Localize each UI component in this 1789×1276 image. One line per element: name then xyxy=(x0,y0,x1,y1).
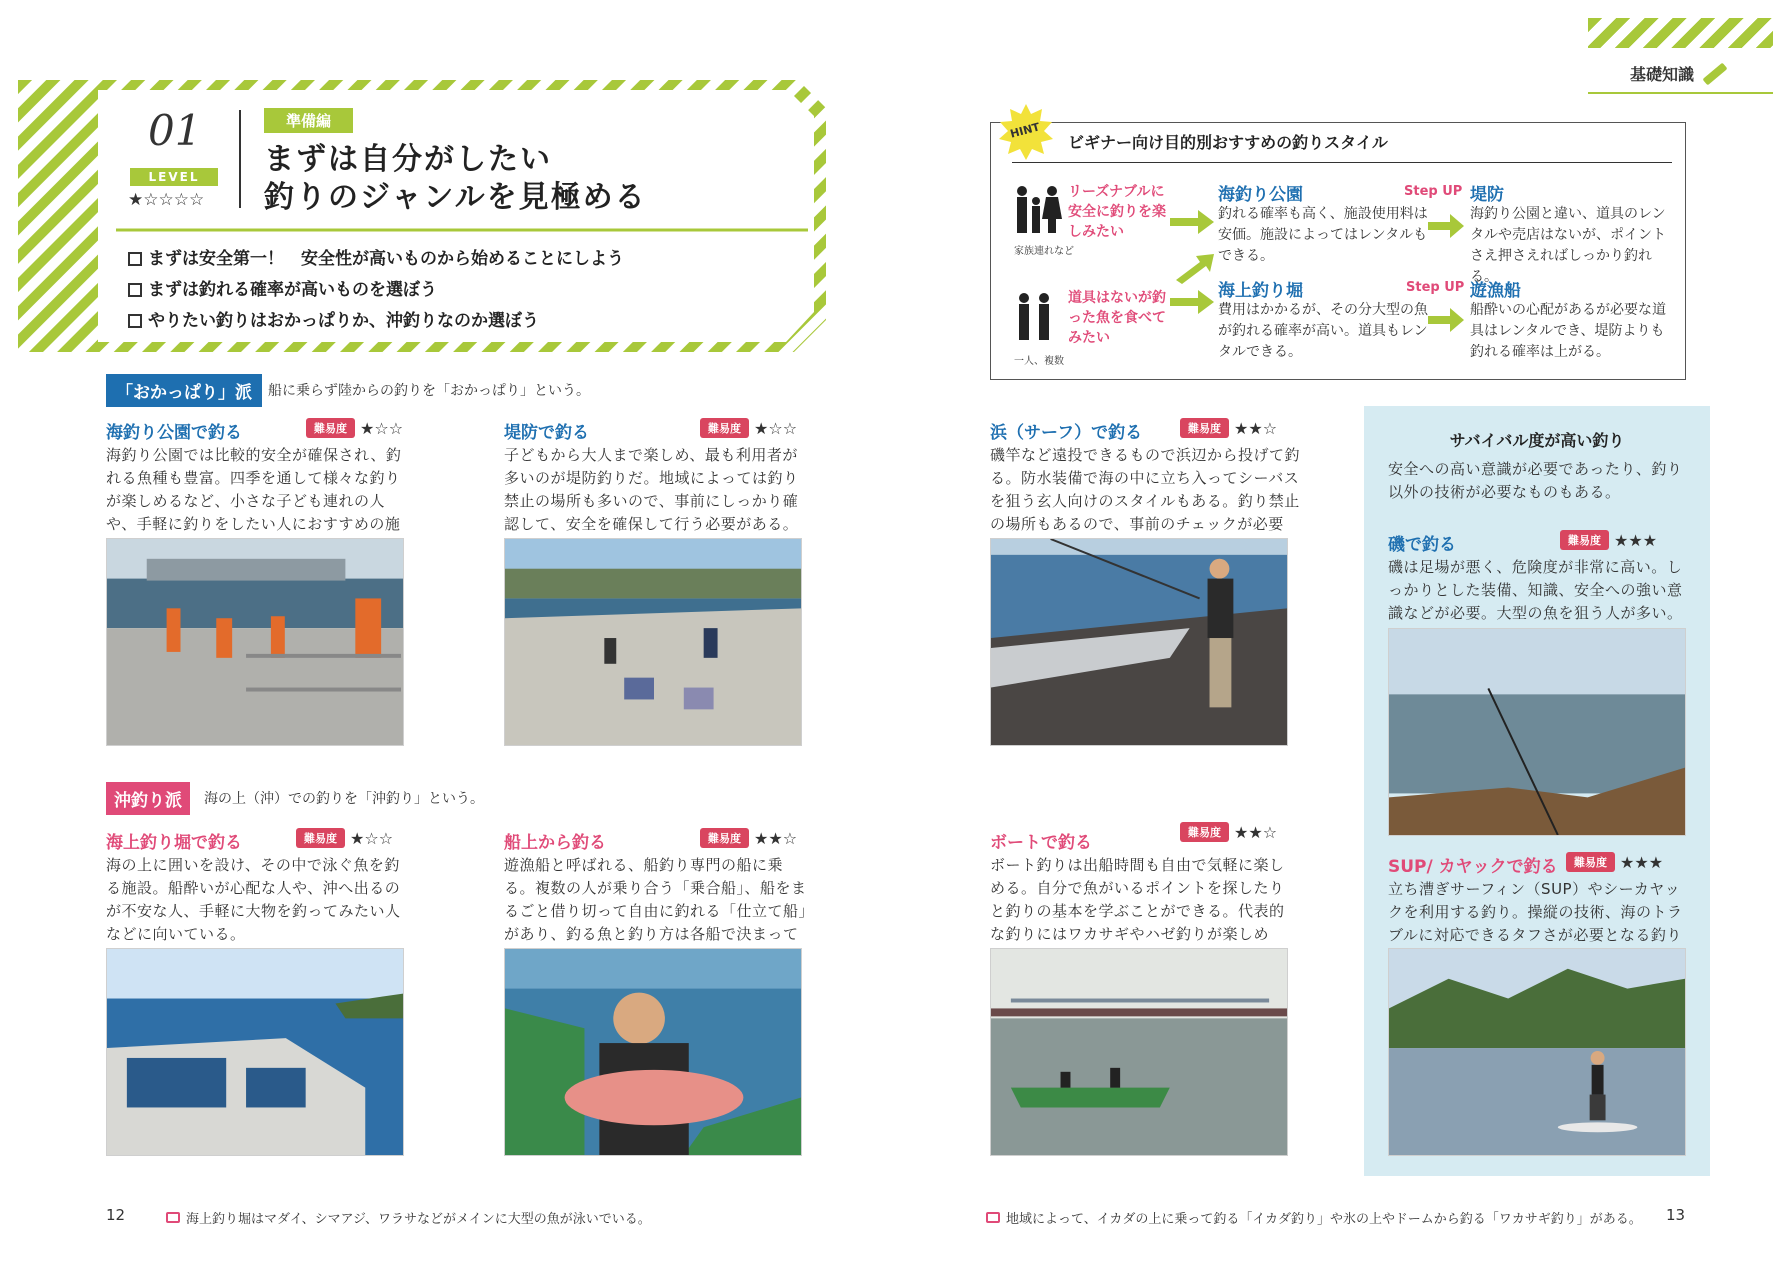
difficulty-badge: 難易度 xyxy=(1180,418,1229,438)
section-text-pond: 海の上に囲いを設け、その中で泳ぐ魚を釣る施設。船酔いが心配な人や、沖へ出るのが不安な人、手軽に大物を釣ってみたい人などに向いている。 xyxy=(106,856,401,943)
okappari-label: 「おかっぱり」派 xyxy=(106,374,262,407)
difficulty-park xyxy=(306,418,403,438)
checklist-item: やりたい釣りはおかっぱりか、沖釣りなのか選ぼう xyxy=(128,306,624,337)
footer-note-right: 地域によって、イカダの上に乗って釣る「イカダ釣り」や氷の上やドームから釣る「ワカサギ釣り」がある。 xyxy=(986,1208,1642,1227)
section-title-rowboat: ボートで釣る xyxy=(990,833,1092,853)
hint-col1-title-0: 海釣り公園 xyxy=(1218,185,1303,205)
difficulty-stars: ★☆☆ xyxy=(360,418,404,438)
hint-title-underline xyxy=(1012,162,1672,163)
photo-fishing-park xyxy=(106,538,404,746)
section-tag: 準備編 xyxy=(264,108,353,133)
checklist-item: まずは安全第一！ 安全性が高いものから始めることにしよう xyxy=(128,244,624,275)
photo-pier xyxy=(504,538,802,746)
checkbox-icon xyxy=(128,283,142,297)
hint-col2-title-1: 遊漁船 xyxy=(1470,281,1521,301)
okappari-desc: 船に乗らず陸からの釣りを「おかっぱり」という。 xyxy=(268,383,590,399)
level-number: 01 xyxy=(148,106,202,155)
person2-note: 一人、複数 xyxy=(1014,356,1064,367)
difficulty-stars: ★★☆ xyxy=(1234,822,1278,842)
person2-text: 道具はないが釣った魚を食べてみたい xyxy=(1068,290,1166,346)
difficulty-badge: 難易度 xyxy=(1180,822,1229,842)
hint-col1-text-0: 釣れる確率も高く、施設使用料は安価。施設によってはレンタルもできる。 xyxy=(1218,206,1428,264)
corner-stripes xyxy=(1588,18,1773,48)
hint-badge: HINT xyxy=(998,104,1054,160)
section-text-park: 海釣り公園では比較的安全が確保され、釣れる魚種も豊富。四季を通して様々な釣りが楽しめるなど、小さな子ども連れの人や、手軽に釣りをしたい人におすすめの施 xyxy=(106,446,402,533)
difficulty-sup xyxy=(1566,852,1663,872)
arrows-right xyxy=(1428,212,1468,332)
photo-rock-fishing xyxy=(1388,628,1686,836)
difficulty-badge: 難易度 xyxy=(1566,852,1615,872)
comment-icon xyxy=(166,1212,180,1223)
page-number-right: 13 xyxy=(1666,1206,1686,1224)
section-title-park: 海釣り公園で釣る xyxy=(106,423,242,443)
hint-col1-text-1: 費用はかかるが、その分大型の魚が釣れる確率が高い。道具もレンタルできる。 xyxy=(1218,302,1428,360)
photo-fishing-boat xyxy=(504,948,802,1156)
difficulty-stars: ★★☆ xyxy=(1234,418,1278,438)
photo-surf-fishing xyxy=(990,538,1288,746)
checkbox-icon xyxy=(128,314,142,328)
hint-title: ビギナー向け目的別おすすめの釣りスタイル xyxy=(1068,133,1388,152)
section-text-rock: 磯は足場が悪く、危険度が非常に高い。しっかりとした装備、知識、安全への強い意識などが必要。大型の魚を狙う人が多い。 xyxy=(1388,558,1683,622)
section-title-pond: 海上釣り堀で釣る xyxy=(106,833,242,853)
comment-icon xyxy=(986,1212,1000,1223)
difficulty-badge: 難易度 xyxy=(700,418,749,438)
okizuri-label: 沖釣り派 xyxy=(106,782,190,815)
photo-sup-fishing xyxy=(1388,948,1686,1156)
pencil-icon xyxy=(1702,62,1727,85)
section-title-rock: 磯で釣る xyxy=(1388,535,1456,555)
difficulty-surf xyxy=(1180,418,1277,438)
category-label: 基礎知識 xyxy=(1630,62,1728,85)
difficulty-rock xyxy=(1560,530,1657,550)
section-title-surf: 浜（サーフ）で釣る xyxy=(990,423,1143,443)
difficulty-stars: ★☆☆ xyxy=(754,418,798,438)
section-title-boat: 船上から釣る xyxy=(504,833,606,853)
checklist xyxy=(128,244,624,337)
page-title-line1: まずは自分がしたい xyxy=(264,142,552,177)
difficulty-stars: ★★★ xyxy=(1620,852,1664,872)
footer-note-left: 海上釣り堀はマダイ、シマアジ、ワラサなどがメインに大型の魚が泳いでいる。 xyxy=(166,1208,651,1227)
difficulty-stars: ★★★ xyxy=(1614,530,1658,550)
section-text-surf: 磯竿など遠投できるもので浜辺から投げて釣る。防水装備で海の中に立ち入ってシーバスを狙う玄人向けのスタイルもある。釣り禁止の場所もあるので、事前のチェックが必要 xyxy=(990,446,1301,533)
stepup-label-1: Step UP xyxy=(1406,280,1465,295)
hint-col2-text-0: 海釣り公園と違い、道具のレンタルや売店はないが、ポイントさえ押さえればしっかり釣れる。 xyxy=(1470,206,1666,285)
section-text-sup: 立ち漕ぎサーフィン（SUP）やシーカヤックを利用する釣り。操縦の技術、海のトラブルに対応できるタフさが必要となる釣り xyxy=(1388,880,1683,944)
checkbox-icon xyxy=(128,252,142,266)
person1-text: リーズナブルに安全に釣りを楽しみたい xyxy=(1068,184,1166,240)
page-title-line2: 釣りのジャンルを見極める xyxy=(264,180,647,215)
checklist-item: まずは釣れる確率が高いものを選ぼう xyxy=(128,275,624,306)
section-text-rowboat: ボート釣りは出船時間も自由で気軽に楽しめる。自分で魚がいるポイントを探したりと釣りの基本を学ぶことができる。代表的な釣りにはワカサギやハゼ釣りが楽しめ xyxy=(990,856,1285,943)
hint-col1-title-1: 海上釣り堀 xyxy=(1218,281,1303,301)
difficulty-badge: 難易度 xyxy=(700,828,749,848)
pair-icon xyxy=(1014,292,1054,340)
level-stars: ★☆☆☆☆ xyxy=(128,190,205,210)
section-title-pier: 堤防で釣る xyxy=(504,423,589,443)
okizuri-desc: 海の上（沖）での釣りを「沖釣り」という。 xyxy=(204,791,484,807)
difficulty-badge: 難易度 xyxy=(296,828,345,848)
section-text-pier: 子どもから大人まで楽しめ、最も利用者が多いのが堤防釣りだ。地域によっては釣り禁止の場所も多いので、事前にしっかり確認して、安全を確保して行う必要がある。 xyxy=(504,446,799,533)
photo-sea-fishing-pond xyxy=(106,948,404,1156)
page-number-left: 12 xyxy=(106,1206,126,1224)
difficulty-stars: ★★☆ xyxy=(754,828,798,848)
difficulty-pier xyxy=(700,418,797,438)
hint-col2-title-0: 堤防 xyxy=(1470,185,1504,205)
difficulty-rowboat xyxy=(1180,822,1277,842)
level-label: LEVEL xyxy=(130,168,218,186)
family-icon xyxy=(1012,185,1064,235)
difficulty-stars: ★☆☆ xyxy=(350,828,394,848)
section-text-boat: 遊漁船と呼ばれる、船釣り専門の船に乗る。複数の人が乗り合う「乗合船」、船をまるごと借り切って自由に釣れる「仕立て船」があり、釣る魚と釣り方は各船で決まって xyxy=(504,856,807,943)
survival-intro: 安全への高い意識が必要であったり、釣り以外の技術が必要なものもある。 xyxy=(1388,460,1683,501)
category-underline xyxy=(1588,92,1773,94)
survival-title: サバイバル度が高い釣り xyxy=(1449,431,1625,450)
difficulty-badge: 難易度 xyxy=(1560,530,1609,550)
stepup-label-0: Step UP xyxy=(1404,184,1463,199)
difficulty-pond xyxy=(296,828,393,848)
difficulty-badge: 難易度 xyxy=(306,418,355,438)
person1-note: 家族連れなど xyxy=(1014,246,1074,257)
hint-col2-text-1: 船酔いの心配があるが必要な道具はレンタルでき、堤防よりも釣れる確率は上がる。 xyxy=(1470,302,1666,360)
difficulty-boat xyxy=(700,828,797,848)
section-title-sup: SUP/ カヤックで釣る xyxy=(1388,857,1558,877)
photo-rowboat xyxy=(990,948,1288,1156)
